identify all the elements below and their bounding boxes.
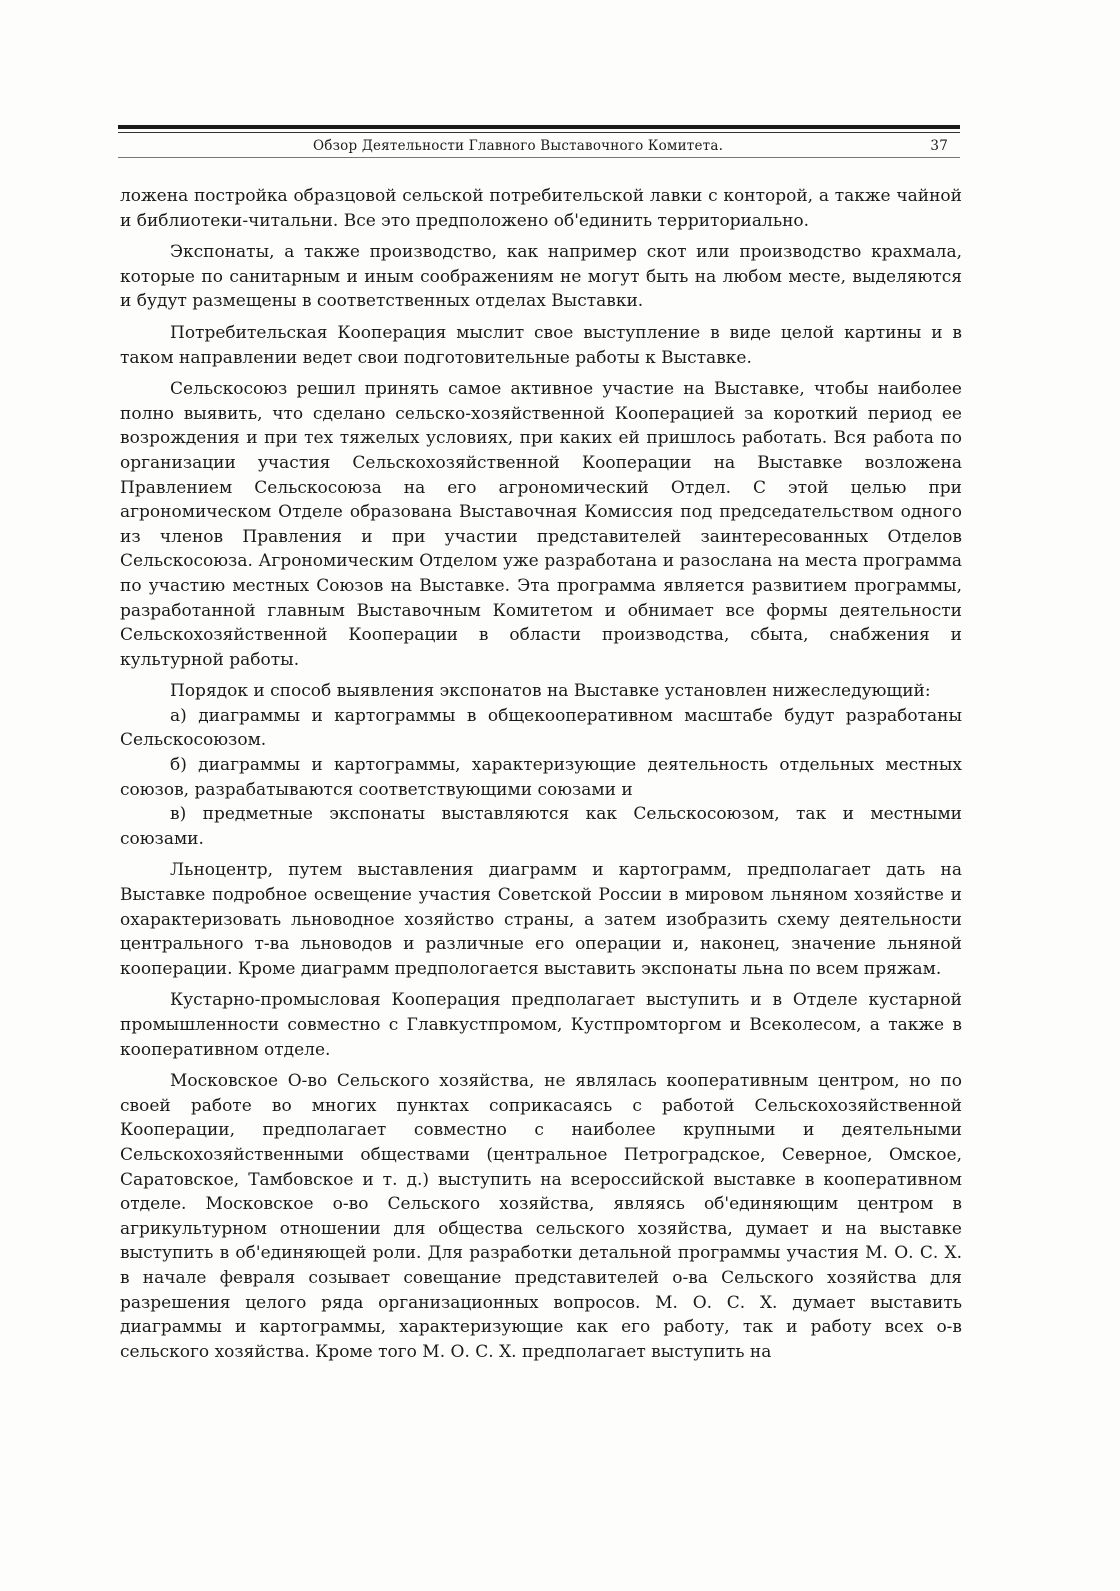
header-rule-thick — [118, 125, 960, 129]
paragraph: Потребительская Кооперация мыслит свое выступление в виде целой картины и в таком направлении ведет свои подготовительные работы к Выставке. — [120, 322, 962, 368]
paragraph: Льноцентр, путем выставления диаграмм и картограмм, предполагает дать на Выставке подробное освещение участия Советской России в мировом льняном хозяйстве и охарактеризовать льноводное хозяйство страны, а затем изобразить схему деятельности центрального т-ва льноводов и различные его операции и, наконец, значение льняной кооперации. Кроме диаграмм предпологается выставить экспонаты льна по всем пряжам. — [120, 860, 962, 979]
body-text — [120, 184, 962, 1371]
running-title: Обзор Деятельности Главного Выставочного Комитета. — [313, 138, 724, 154]
list-item-c: в) предметные экспонаты выставляются как Сельскосоюзом, так и местными союзами. — [120, 804, 962, 849]
paragraph-continued: ложена постройка образцовой сельской потребительской лавки с конторой, а также чайной и библиотеки-читальни. Все это предположено об'единить территориально. — [120, 186, 962, 231]
page-number: 37 — [930, 138, 948, 154]
running-head — [118, 136, 960, 156]
paragraph: Кустарно-промысловая Кооперация предполагает выступить и в Отделе кустарной промышленности совместно с Главкустпромом, Кустпромторгом и Всеколесом, а также в кооперативном отделе. — [120, 990, 962, 1060]
header-rule-thin — [118, 132, 960, 133]
paragraph: Порядок и способ выявления экспонатов на Выставке установлен нижеследующий: — [170, 681, 931, 702]
paragraph: Сельскосоюз решил принять самое активное участие на Выставке, чтобы наиболее полно выявить, что сделано сельско-хозяйственной Кооперацией за короткий период ее возрождения и при тех тяжелых условиях, при каких ей пришлось работать. Вся работа по организации участия Сельскохозяйственной Кооперации на Выставке возложена Правлением Сельскосоюза на его агрономический Отдел. С этой целью при агрономическом Отделе образована Выставочная Комиссия под председательством одного из членов Правления и при участии представителей заинтересованных Отделов Сельскосоюза. Агрономическим Отделом уже разработана и разослана на места программа по участию местных Союзов на Выставке. Эта программа является развитием программы, разработанной главным Выставочным Комитетом и обнимает все формы деятельности Сельскохозяйственной Кооперации в области производства, сбыта, снабжения и культурной работы. — [120, 379, 962, 670]
header-rule-bottom — [118, 157, 960, 158]
list-item-a: а) диаграммы и картограммы в общекооперативном масштабе будут разработаны Сельскосоюзом. — [120, 705, 962, 751]
paragraph: Московское О-во Сельского хозяйства, не являлась кооперативным центром, но по своей работе во многих пунктах соприкасаясь с работой Сельскохозяйственной Кооперации, предполагает совместно с наиболее крупными и деятельными Сельскохозяйственными обществами (центральное Петроградское, Северное, Омское, Саратовское, Тамбовское и т. д.) выступить на всероссийской выставке в кооперативном отделе. Московское о-во Сельского хозяйства, являясь об'единяющим центром в агрикультурном отношении для общества сельского хозяйства, думает и на выставке выступить в об'единяющей роли. Для разработки детальной программы участия М. О. С. Х. в начале февраля созывает совещание представителей о-ва Сельского хозяйства для разрешения целого ряда организационных вопросов. М. О. С. Х. думает выставить диаграммы и картограммы, характеризующие как его работу, так и работу всех о-в сельского хозяйства. Кроме того М. О. С. Х. предполагает выступить на — [120, 1071, 962, 1362]
list-item-b: б) диаграммы и картограммы, характеризующие деятельность отдельных местных союзов, разрабатываются соответствующими союзами и — [120, 755, 962, 800]
paragraph: Экспонаты, а также производство, как например скот или производство крахмала, которые по санитарным и иным соображениям не могут быть на любом месте, выделяются и будут размещены в соответственных отделах Выставки. — [120, 242, 962, 312]
